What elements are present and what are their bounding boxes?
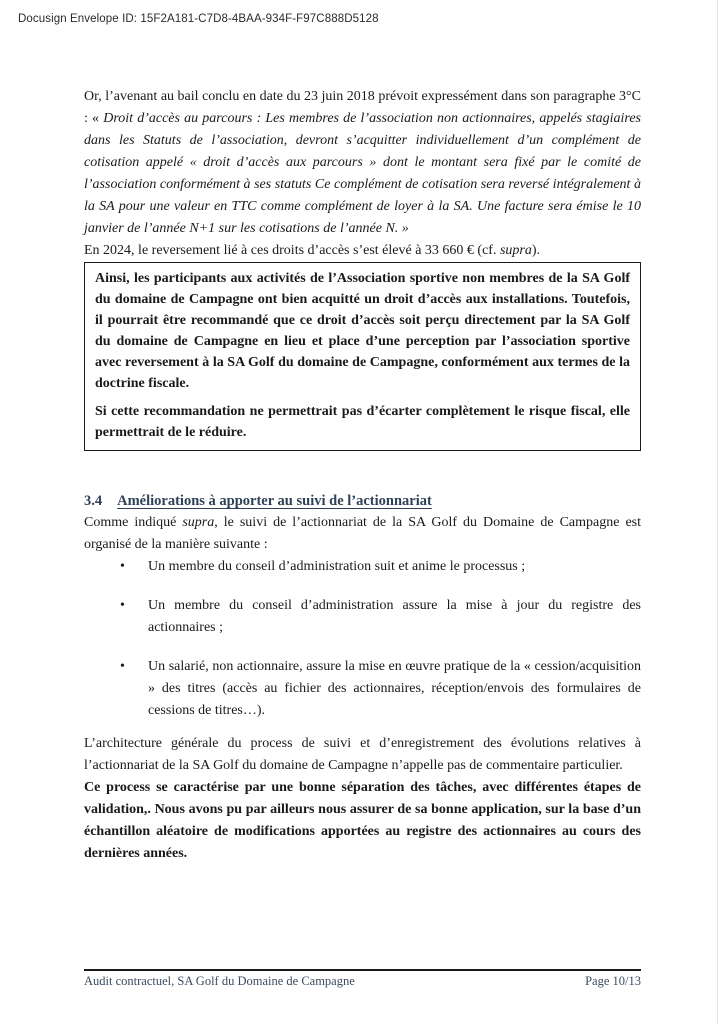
footer-document-title: Audit contractuel, SA Golf du Domaine de Campagne bbox=[84, 974, 355, 988]
paragraph-reversement-supra: supra bbox=[499, 243, 532, 258]
paragraph-suivi-intro bbox=[84, 512, 641, 556]
paragraph-reversement bbox=[84, 240, 641, 262]
paragraph-reversement-post: ). bbox=[531, 243, 541, 258]
recommendation-box-paragraph-2: Si cette recommandation ne permettrait pas d’écarter complètement le risque fiscal, elle permettrait de le réduire. bbox=[95, 404, 630, 440]
paragraph-reversement-pre: En 2024, le reversement lié à ces droits d’accès s’est élevé à 33 660 € (cf. bbox=[84, 243, 500, 258]
list-item bbox=[84, 556, 641, 578]
page-footer bbox=[84, 969, 641, 989]
bullet-text: Un membre du conseil d’administration suit et anime le processus ; bbox=[148, 559, 526, 574]
section-number: 3.4 bbox=[84, 493, 103, 509]
paragraph-avenant-lead: Or, l’avenant au bail conclu en date du 23 juin 2018 prévoit expressément dans son paragraphe 3°C : « bbox=[84, 89, 641, 126]
bullet-icon: • bbox=[120, 598, 125, 613]
section-title: Améliorations à apporter au suivi de l’actionnariat bbox=[117, 493, 432, 509]
bullet-icon: • bbox=[120, 659, 125, 674]
bullet-text: Un salarié, non actionnaire, assure la mise en œuvre pratique de la « cession/acquisition » des titres (accès au fichier des actionnaires, réception/envois des formulaires de cessions de titres…). bbox=[148, 659, 641, 718]
bullet-list bbox=[84, 556, 641, 722]
bullet-text: Un membre du conseil d’administration assure la mise à jour du registre des actionnaires ; bbox=[148, 598, 641, 635]
footer-page-number: Page 10/13 bbox=[585, 974, 641, 988]
paragraph-process-conclusion: Ce process se caractérise par une bonne séparation des tâches, avec différentes étapes de validation,. Nous avons pu par ailleurs nous assurer de sa bonne application, sur la base d’un échantillon aléatoire de modifications apportées au registre des actionnaires au cours des dernières années. bbox=[84, 780, 641, 861]
list-item bbox=[84, 656, 641, 722]
paragraph-suivi-supra: supra bbox=[182, 515, 215, 530]
recommendation-box bbox=[84, 262, 641, 451]
page-edge-divider bbox=[717, 0, 718, 1024]
paragraph-avenant-quote: Droit d’accès au parcours : Les membres de l’association non actionnaires, appelés stagiaires dans les Statuts de l’association, devront s’acquitter individuellement d’un complément de cotisation appelé « droit d’accès aux parcours » dont le montant sera fixé par le comité de l’association conformément à ses statuts Ce complément de cotisation sera reversé intégralement à la SA pour une valeur en TTC comme complément de loyer à la SA. Une facture sera émise le 10 janvier de l’année N+1 sur les cotisations de l’année N. » bbox=[84, 111, 641, 236]
paragraph-suivi-post: , le suivi de l’actionnariat de la SA Golf du Domaine de Campagne est organisé de la manière suivante : bbox=[84, 515, 642, 552]
docusign-envelope-id: Docusign Envelope ID: 15F2A181-C7D8-4BAA-934F-F97C888D5128 bbox=[18, 13, 379, 25]
bullet-icon: • bbox=[120, 559, 125, 574]
list-item bbox=[84, 595, 641, 639]
paragraph-architecture: L’architecture générale du process de suivi et d’enregistrement des évolutions relatives à l’actionnariat de la SA Golf du domaine de Campagne n’appelle pas de commentaire particulier. bbox=[84, 736, 641, 773]
document-body bbox=[84, 86, 641, 865]
recommendation-box-paragraph-1: Ainsi, les participants aux activités de l’Association sportive non membres de la SA Golf du domaine de Campagne ont bien acquitté un droit d’accès aux installations. Toutefois, il pourrait être recommandé que ce droit d’accès soit perçu directement par la SA Golf du domaine de Campagne en lieu et place d’une perception par l’association sportive avec reversement à la SA Golf du domaine de Campagne, conformément aux termes de la doctrine fiscale. bbox=[95, 271, 630, 391]
paragraph-suivi-pre: Comme indiqué bbox=[84, 515, 183, 530]
section-heading bbox=[84, 490, 641, 512]
paragraph-avenant bbox=[84, 86, 641, 240]
